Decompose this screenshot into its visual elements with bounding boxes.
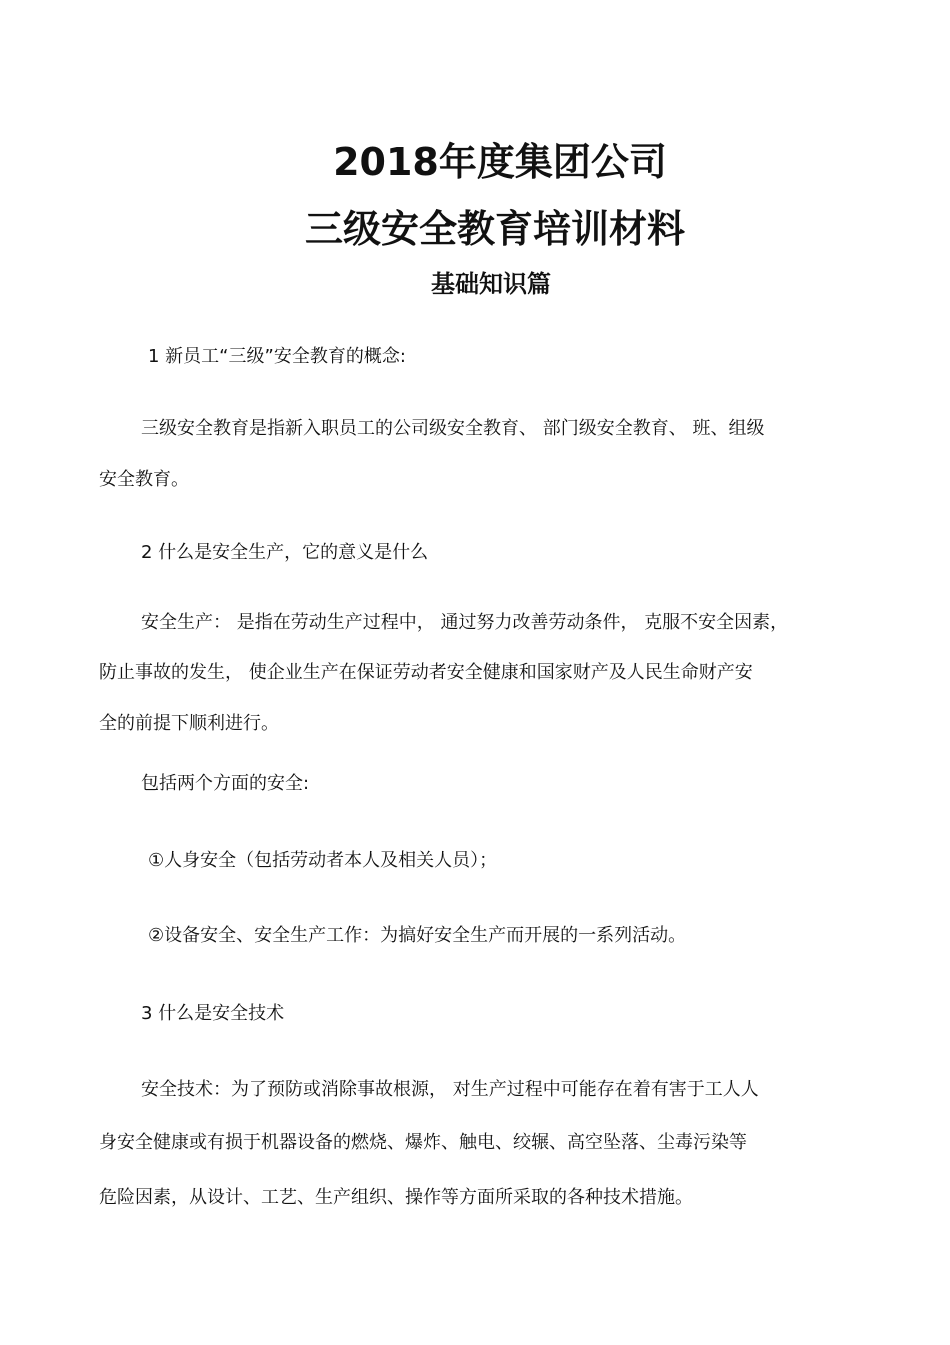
list-item-personal-safety: ①人身安全（包括劳动者本人及相关人员）；: [148, 850, 498, 871]
section-3-body-line: 安全技术：为了预防或消除事故根源， 对生产过程中可能存在着有害于工人人: [141, 1079, 759, 1100]
document-title-line1: 2018年度集团公司: [333, 140, 667, 184]
section-2-body-line: 安全生产： 是指在劳动生产过程中， 通过努力改善劳动条件， 克服不安全因素，: [141, 612, 789, 633]
section-3-heading: 3 什么是安全技术: [141, 1003, 285, 1024]
document-subtitle: 基础知识篇: [431, 270, 551, 298]
section-3-body-line: 身安全健康或有损于机器设备的燃烧、爆炸、触电、绞辗、高空坠落、尘毒污染等: [99, 1132, 747, 1153]
section-1-heading: 1 新员工“三级”安全教育的概念:: [148, 346, 406, 367]
list-item-equipment-safety: ②设备安全、安全生产工作：为搞好安全生产而开展的一系列活动。: [148, 925, 687, 946]
document-title-line2: 三级安全教育培训材料: [304, 207, 685, 251]
section-2-body-line: 全的前提下顺利进行。: [99, 713, 279, 734]
section-2-body-line: 防止事故的发生， 使企业生产在保证劳动者安全健康和国家财产及人民生命财产安: [99, 662, 753, 683]
section-1-body-line: 三级安全教育是指新入职员工的公司级安全教育、 部门级安全教育、 班、组级: [141, 418, 765, 439]
section-1-body-line: 安全教育。: [99, 469, 189, 490]
section-2-body-line: 包括两个方面的安全:: [141, 773, 310, 794]
section-3-body-line: 危险因素，从设计、工艺、生产组织、操作等方面所采取的各种技术措施。: [99, 1187, 693, 1208]
section-2-heading: 2 什么是安全生产，它的意义是什么: [141, 542, 429, 563]
